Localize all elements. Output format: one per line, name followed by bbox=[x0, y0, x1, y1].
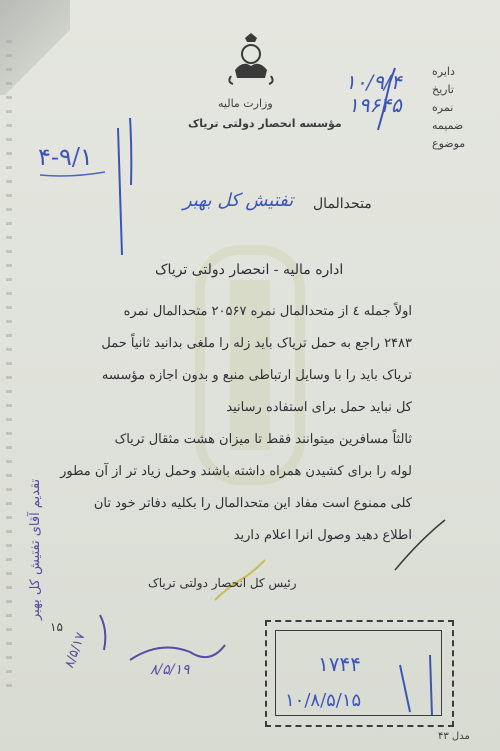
addressee-line: اداره مالیه - انحصار دولتی تریاک bbox=[155, 262, 344, 278]
label-department: دایره bbox=[432, 65, 455, 78]
stamp-date: ۱۰/۸/۵/۱۵ bbox=[285, 690, 362, 711]
body-line: کل نباید حمل برای استفاده رسانید bbox=[226, 400, 412, 415]
label-attachment: ضمیمه bbox=[432, 119, 464, 132]
body-line: لوله را برای کشیدن همراه داشته باشند وحمل زیاد تر از آن مطور bbox=[60, 464, 412, 479]
body-line: کلی ممنوع است مفاد این متحدالمال را بکلیه دفاتر خود تان bbox=[93, 496, 412, 511]
label-date: تاریخ bbox=[432, 83, 454, 96]
handwritten-recipient: تفتیش کل بهبر bbox=[183, 190, 294, 211]
bottom-signature-date: ۸/۵/۱۹ bbox=[150, 662, 190, 678]
body-line: ثالثاً مسافرین میتوانند فقط تا میزان هشت مثقال تریاک bbox=[114, 432, 412, 447]
subject-line: متحدالمال bbox=[313, 196, 372, 212]
ministry-name: وزارت مالیه bbox=[218, 97, 273, 110]
label-subject: موضوع bbox=[432, 137, 466, 150]
institution-name: مؤسسه انحصار دولتی تریاک bbox=[188, 117, 342, 130]
handwritten-number: ۱۹۶۴۵ bbox=[348, 93, 402, 117]
form-code: مدل ۴۳ bbox=[438, 731, 470, 742]
left-margin-note: تقدیم آقای تفتیش کل بهبر bbox=[28, 478, 43, 620]
left-note-date: ۸/۵/۱۷ bbox=[62, 630, 89, 671]
handwritten-date: ۱۰/۹/۴ bbox=[345, 70, 402, 94]
left-note-number: ۱۵ bbox=[50, 620, 63, 634]
body-line: تریاک باید را با وسایل ارتباطی منبع و بدون اجازه مؤسسه bbox=[101, 368, 412, 383]
label-number: نمره bbox=[432, 101, 454, 114]
signature-title: رئیس کل انحصار دولتی تریاک bbox=[148, 576, 297, 590]
margin-note: ۴-۹/۱ bbox=[38, 143, 93, 171]
body-line: اولاً جمله ٤ از متحدالمال نمره ۲۰۵۶۷ متحدالمال نمره bbox=[123, 304, 412, 319]
stamp-number: ۱۷۴۴ bbox=[318, 652, 361, 676]
body-line: ۲۴۸۳ راجع به حمل تریاک باید زله را ملغی بدانید ثانیاً حمل bbox=[101, 336, 412, 351]
body-line: اطلاع دهید وصول انرا اعلام دارید bbox=[233, 528, 412, 543]
